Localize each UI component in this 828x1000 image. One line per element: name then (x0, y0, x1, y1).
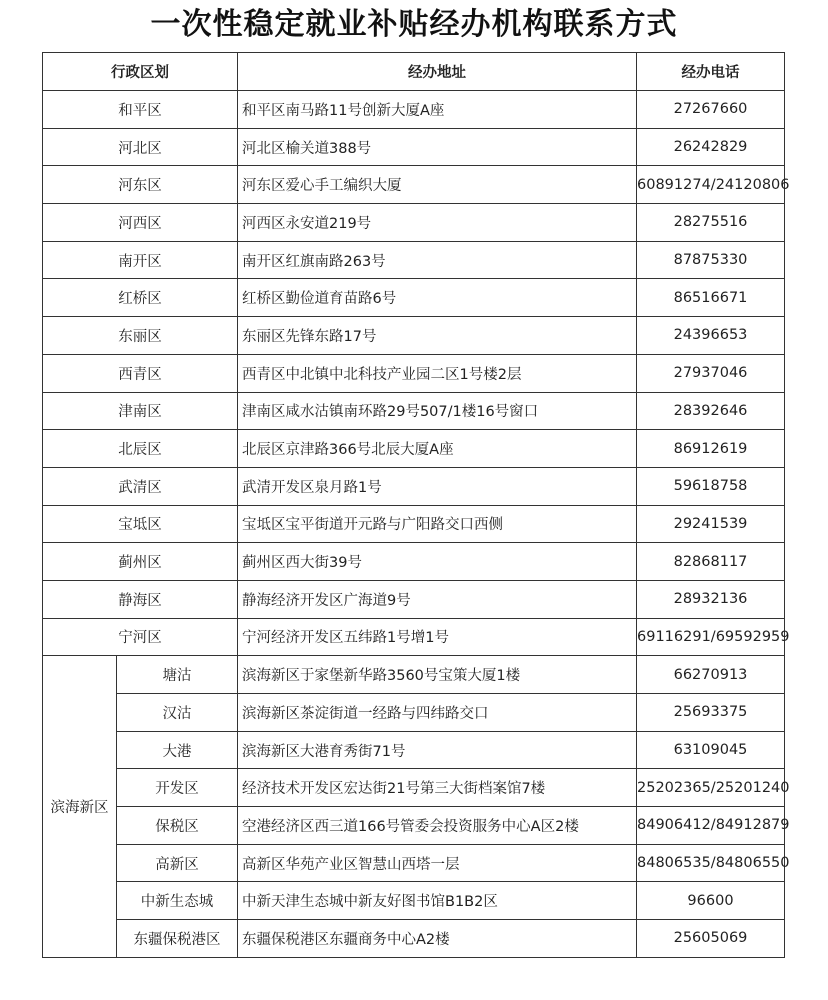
page-title: 一次性稳定就业补贴经办机构联系方式 (150, 7, 678, 42)
district-address: 静海经济开发区广海道9号 (238, 580, 637, 618)
subdistrict-name: 开发区 (117, 769, 238, 807)
district-address: 津南区咸水沽镇南环路29号507/1楼16号窗口 (238, 392, 637, 430)
subdistrict-name: 保税区 (117, 807, 238, 845)
table-row (43, 656, 785, 694)
district-address: 红桥区勤俭道育苗路6号 (238, 279, 637, 317)
district-phone: 69116291/69592959 (637, 618, 785, 656)
table-row (43, 807, 785, 845)
table-row (43, 204, 785, 242)
subdistrict-name: 东疆保税港区 (117, 920, 238, 958)
district-phone: 28932136 (637, 580, 785, 618)
contacts-table (42, 52, 790, 958)
district-name: 津南区 (43, 392, 238, 430)
subdistrict-phone: 25202365/25201240 (637, 769, 785, 807)
subdistrict-name: 中新生态城 (117, 882, 238, 920)
district-phone: 29241539 (637, 505, 785, 543)
table-row (43, 580, 785, 618)
subdistrict-phone: 25605069 (637, 920, 785, 958)
table-row (43, 128, 785, 166)
subdistrict-name: 汉沽 (117, 694, 238, 732)
district-address: 武清开发区泉月路1号 (238, 467, 637, 505)
table-row (43, 543, 785, 581)
district-phone: 27267660 (637, 91, 785, 129)
table-row (43, 505, 785, 543)
table-row (43, 694, 785, 732)
table-row (43, 731, 785, 769)
district-name: 静海区 (43, 580, 238, 618)
district-name: 和平区 (43, 91, 238, 129)
district-phone: 87875330 (637, 241, 785, 279)
subdistrict-name: 塘沽 (117, 656, 238, 694)
table-row (43, 920, 785, 958)
binhai-group-label: 滨海新区 (43, 656, 117, 958)
subdistrict-phone: 84806535/84806550 (637, 844, 785, 882)
district-phone: 86516671 (637, 279, 785, 317)
subdistrict-phone: 25693375 (637, 694, 785, 732)
district-phone: 86912619 (637, 430, 785, 468)
district-name: 西青区 (43, 354, 238, 392)
table-row (43, 769, 785, 807)
district-name: 北辰区 (43, 430, 238, 468)
district-phone: 59618758 (637, 467, 785, 505)
subdistrict-address: 中新天津生态城中新友好图书馆B1B2区 (238, 882, 637, 920)
district-phone: 28275516 (637, 204, 785, 242)
table-row (43, 882, 785, 920)
district-name: 河西区 (43, 204, 238, 242)
district-address: 和平区南马路11号创新大厦A座 (238, 91, 637, 129)
header-address: 经办地址 (238, 53, 637, 91)
table-row (43, 241, 785, 279)
district-name: 河北区 (43, 128, 238, 166)
district-address: 河西区永安道219号 (238, 204, 637, 242)
table-row (43, 354, 785, 392)
subdistrict-phone: 63109045 (637, 731, 785, 769)
header-district: 行政区划 (43, 53, 238, 91)
table-row (43, 430, 785, 468)
district-name: 宁河区 (43, 618, 238, 656)
subdistrict-name: 大港 (117, 731, 238, 769)
district-name: 东丽区 (43, 317, 238, 355)
table-row (43, 317, 785, 355)
table-row (43, 91, 785, 129)
table-row (43, 166, 785, 204)
subdistrict-address: 滨海新区于家堡新华路3560号宝策大厦1楼 (238, 656, 637, 694)
subdistrict-phone: 84906412/84912879 (637, 807, 785, 845)
district-address: 西青区中北镇中北科技产业园二区1号楼2层 (238, 354, 637, 392)
subdistrict-name: 高新区 (117, 844, 238, 882)
subdistrict-address: 东疆保税港区东疆商务中心A2楼 (238, 920, 637, 958)
district-name: 蓟州区 (43, 543, 238, 581)
table-body (43, 91, 790, 958)
district-name: 宝坻区 (43, 505, 238, 543)
district-phone: 82868117 (637, 543, 785, 581)
table-row (43, 844, 785, 882)
district-phone: 28392646 (637, 392, 785, 430)
district-address: 宝坻区宝平街道开元路与广阳路交口西侧 (238, 505, 637, 543)
district-address: 河北区榆关道388号 (238, 128, 637, 166)
subdistrict-address: 滨海新区大港育秀街71号 (238, 731, 637, 769)
district-phone: 60891274/24120806 (637, 166, 785, 204)
district-name: 河东区 (43, 166, 238, 204)
district-address: 蓟州区西大街39号 (238, 543, 637, 581)
subdistrict-address: 高新区华苑产业区智慧山西塔一层 (238, 844, 637, 882)
table-row (43, 618, 785, 656)
district-phone: 24396653 (637, 317, 785, 355)
district-address: 宁河经济开发区五纬路1号增1号 (238, 618, 637, 656)
header-row (43, 53, 785, 91)
district-address: 河东区爱心手工编织大厦 (238, 166, 637, 204)
district-address: 北辰区京津路366号北辰大厦A座 (238, 430, 637, 468)
table-row (43, 279, 785, 317)
subdistrict-phone: 66270913 (637, 656, 785, 694)
subdistrict-phone: 96600 (637, 882, 785, 920)
subdistrict-address: 经济技术开发区宏达街21号第三大街档案馆7楼 (238, 769, 637, 807)
district-name: 南开区 (43, 241, 238, 279)
district-name: 红桥区 (43, 279, 238, 317)
district-phone: 26242829 (637, 128, 785, 166)
district-address: 南开区红旗南路263号 (238, 241, 637, 279)
subdistrict-address: 空港经济区西三道166号管委会投资服务中心A区2楼 (238, 807, 637, 845)
district-address: 东丽区先锋东路17号 (238, 317, 637, 355)
subdistrict-address: 滨海新区茶淀街道一经路与四纬路交口 (238, 694, 637, 732)
table-row (43, 392, 785, 430)
district-name: 武清区 (43, 467, 238, 505)
table-row (43, 467, 785, 505)
header-phone: 经办电话 (637, 53, 785, 91)
district-phone: 27937046 (637, 354, 785, 392)
